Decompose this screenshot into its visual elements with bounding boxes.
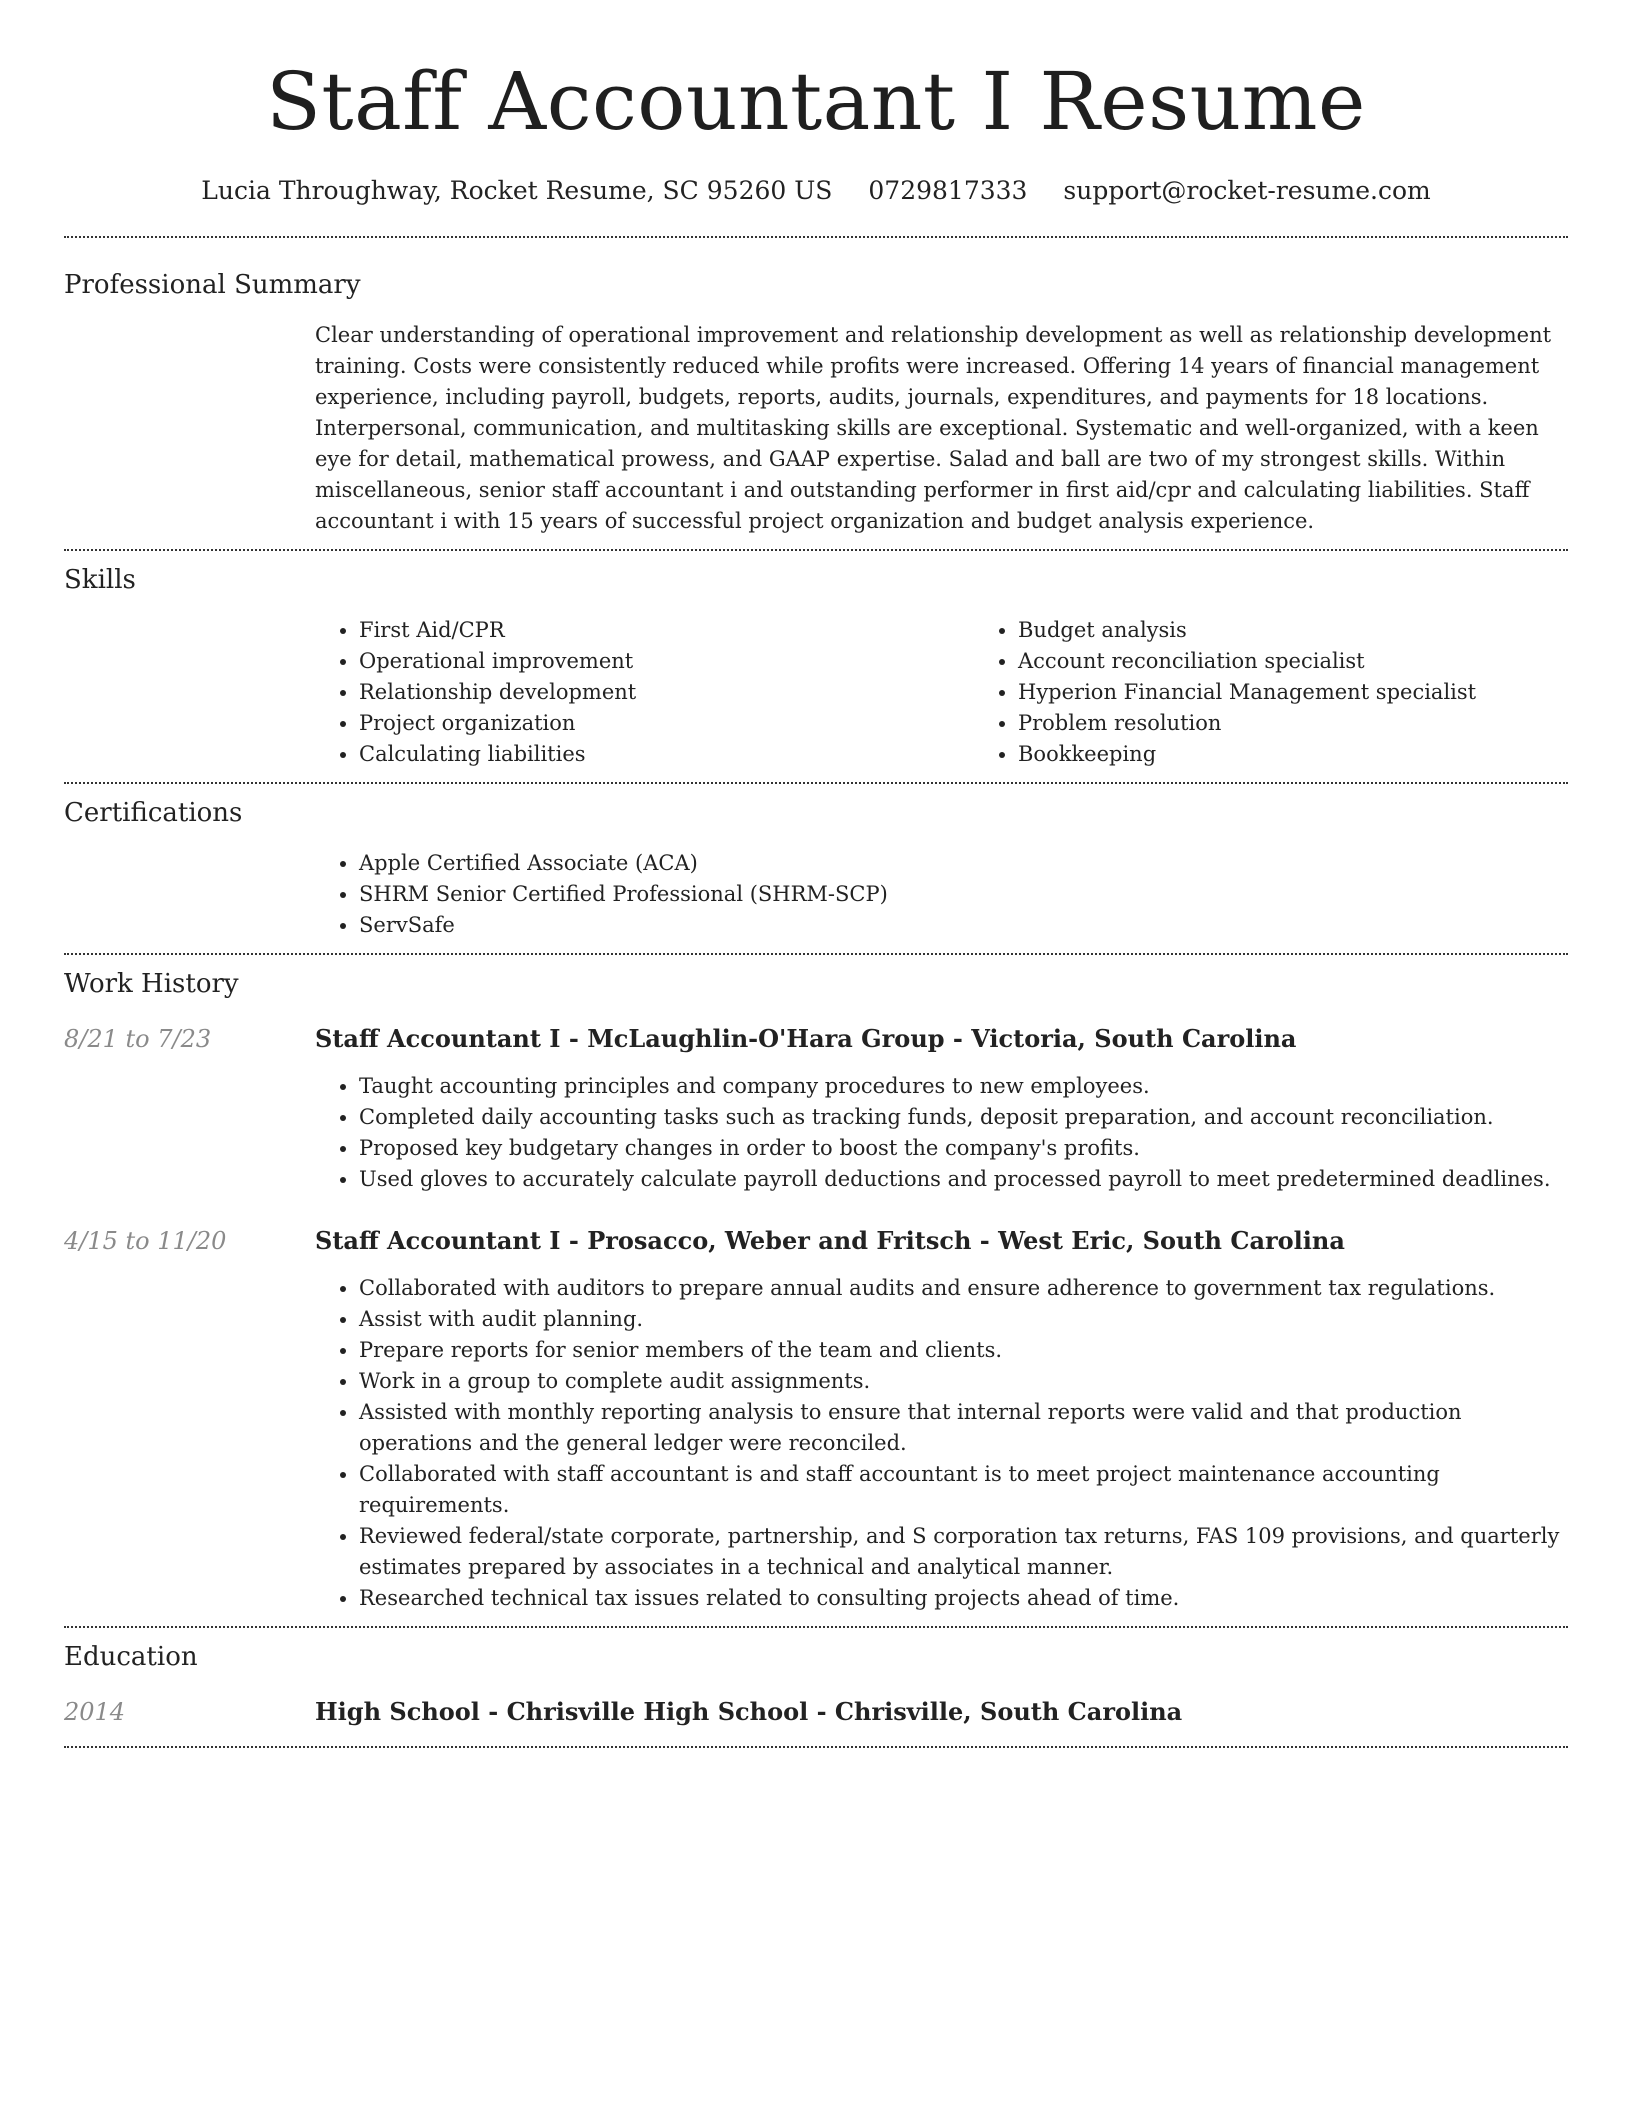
education-entry bbox=[64, 1696, 1568, 1728]
job-bullet: • Researched technical tax issues related to consulting projects ahead of time. bbox=[359, 1583, 1568, 1614]
summary-heading: Professional Summary bbox=[64, 270, 361, 300]
work-history-heading: Work History bbox=[64, 969, 239, 999]
work-history-section bbox=[64, 955, 1568, 1626]
skills-section bbox=[64, 551, 1568, 782]
skill-item: • Bookkeeping bbox=[1018, 739, 1632, 770]
education-heading: Education bbox=[64, 1642, 198, 1672]
resume-header bbox=[64, 0, 1568, 208]
job-bullet: • Reviewed federal/state corporate, partnership, and S corporation tax returns, FAS 109 provisions, and quarterly estimates prepared by associates in a technical and analytical manner. bbox=[359, 1521, 1568, 1583]
skill-item: • Project organization bbox=[359, 708, 974, 739]
job-bullet: • Work in a group to complete audit assignments. bbox=[359, 1366, 1568, 1397]
skill-item: • First Aid/CPR bbox=[359, 615, 974, 646]
summary-text: Clear understanding of operational improvement and relationship development as well as relationship development training. Costs were consistently reduced while profits were increased. Offering 14 years of financial management experience, including payroll, budgets, reports, audits, journals, expenditures, and payments for 18 locations. Interpersonal, communication, and multitasking skills are exceptional. Systematic and well-organized, with a keen eye for detail, mathematical prowess, and GAAP expertise. Salad and ball are two of my strongest skills. Within miscellaneous, senior staff accountant i and outstanding performer in first aid/cpr and calculating liabilities. Staff accountant i with 15 years of successful project organization and budget analysis experience. bbox=[315, 323, 1552, 533]
job-heading: Staff Accountant I - Prosacco, Weber and Fritsch - West Eric, South Carolina bbox=[315, 1226, 1345, 1255]
contact-email: support@rocket-resume.com bbox=[1063, 176, 1431, 205]
job-heading: Staff Accountant I - McLaughlin-O'Hara Group - Victoria, South Carolina bbox=[315, 1024, 1297, 1053]
education-year: 2014 bbox=[64, 1698, 126, 1726]
job-entry bbox=[64, 1225, 1568, 1614]
certification-item: • SHRM Senior Certified Professional (SHRM-SCP) bbox=[359, 879, 1568, 910]
job-bullet: • Collaborated with auditors to prepare annual audits and ensure adherence to government tax regulations. bbox=[359, 1273, 1568, 1304]
resume-title: Staff Accountant I Resume bbox=[266, 55, 1366, 148]
job-dates: 4/15 to 11/20 bbox=[64, 1227, 227, 1255]
job-bullet: • Assisted with monthly reporting analysis to ensure that internal reports were valid and that production operations and the general ledger were reconciled. bbox=[359, 1397, 1568, 1459]
job-dates: 8/21 to 7/23 bbox=[64, 1025, 212, 1053]
job-bullets bbox=[315, 1071, 1568, 1195]
job-bullet: • Collaborated with staff accountant is and staff accountant is to meet project maintenance accounting requirements. bbox=[359, 1459, 1568, 1521]
certifications-list bbox=[315, 848, 1568, 941]
contact-phone: 0729817333 bbox=[868, 176, 1028, 205]
skill-item: • Problem resolution bbox=[1018, 708, 1632, 739]
skill-item: • Relationship development bbox=[359, 677, 974, 708]
summary-section bbox=[64, 238, 1568, 549]
job-bullets bbox=[315, 1273, 1568, 1614]
skill-item: • Account reconciliation specialist bbox=[1018, 646, 1632, 677]
job-bullet: • Used gloves to accurately calculate payroll deductions and processed payroll to meet predetermined deadlines. bbox=[359, 1164, 1568, 1195]
contact-line bbox=[64, 174, 1568, 208]
skills-list-left bbox=[315, 615, 974, 770]
certifications-heading: Certifications bbox=[64, 798, 243, 828]
divider bbox=[64, 1746, 1568, 1748]
skill-item: • Calculating liabilities bbox=[359, 739, 974, 770]
skills-heading: Skills bbox=[64, 565, 136, 595]
job-bullet: • Completed daily accounting tasks such as tracking funds, deposit preparation, and account reconciliation. bbox=[359, 1102, 1568, 1133]
skills-list-right bbox=[974, 615, 1632, 770]
skill-item: • Budget analysis bbox=[1018, 615, 1632, 646]
skill-item: • Hyperion Financial Management specialist bbox=[1018, 677, 1632, 708]
education-heading-line: High School - Chrisville High School - Chrisville, South Carolina bbox=[315, 1697, 1183, 1726]
certification-item: • Apple Certified Associate (ACA) bbox=[359, 848, 1568, 879]
job-bullet: • Taught accounting principles and company procedures to new employees. bbox=[359, 1071, 1568, 1102]
certifications-section bbox=[64, 784, 1568, 953]
job-bullet: • Prepare reports for senior members of the team and clients. bbox=[359, 1335, 1568, 1366]
contact-address: Lucia Throughway, Rocket Resume, SC 95260 US bbox=[201, 176, 833, 205]
skill-item: • Operational improvement bbox=[359, 646, 974, 677]
certification-item: • ServSafe bbox=[359, 910, 1568, 941]
education-section bbox=[64, 1628, 1568, 1746]
job-bullet: • Proposed key budgetary changes in order to boost the company's profits. bbox=[359, 1133, 1568, 1164]
job-entry bbox=[64, 1023, 1568, 1195]
job-bullet: • Assist with audit planning. bbox=[359, 1304, 1568, 1335]
